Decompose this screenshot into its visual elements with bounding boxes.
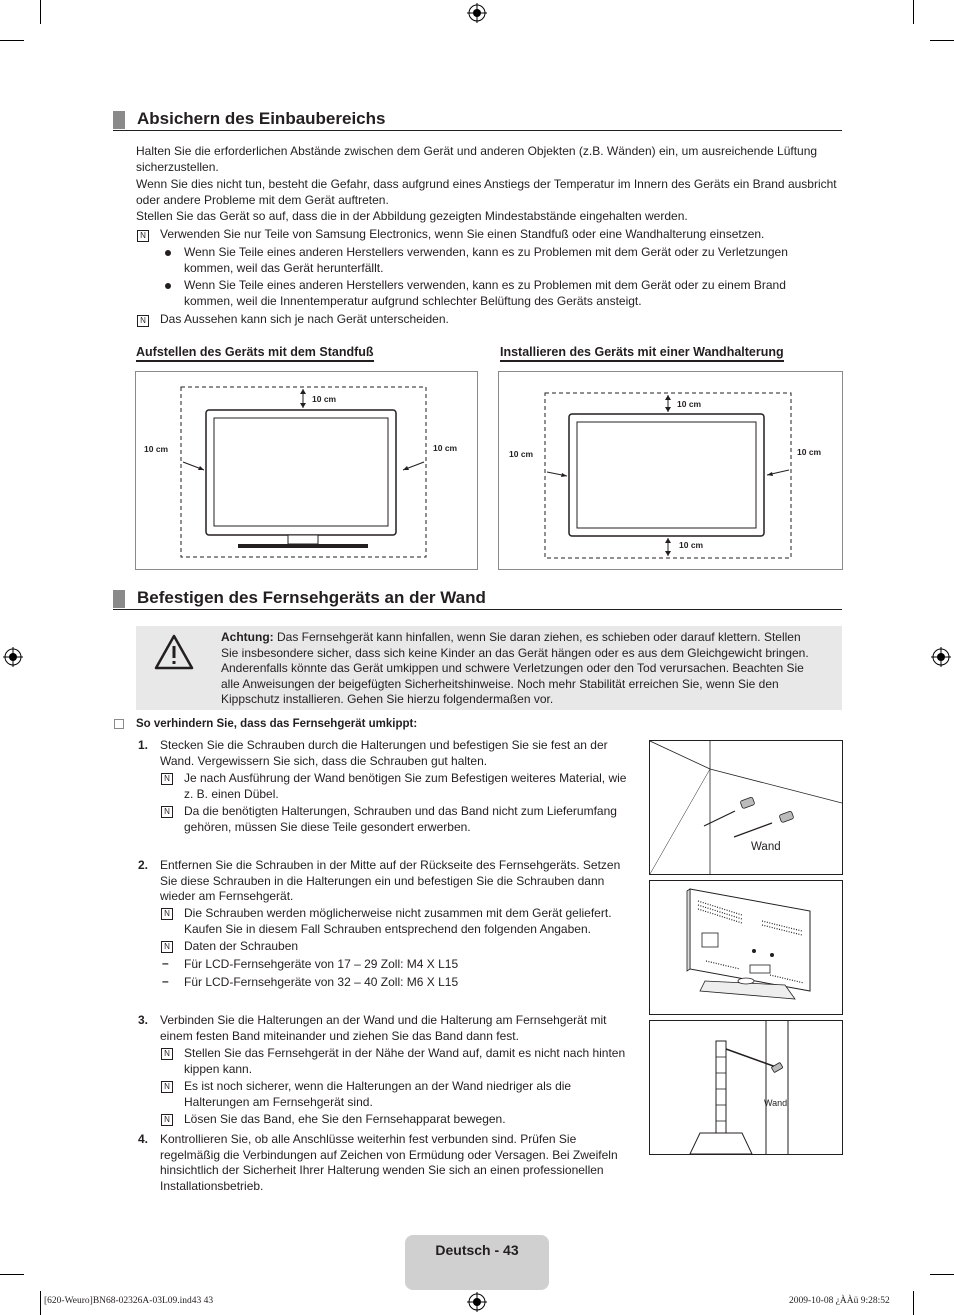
warning-triangle-icon	[154, 634, 194, 670]
warning-body: Das Fernsehgerät kann hinfallen, wenn Sie daran ziehen, es schieben oder darauf klettern. Stellen Sie insbesondere sicher, dass sich keine Kinder an das Gerät hängen oder es aus dem Gleichgewicht bringen. Anderenfalls könnte das Gerät umkippen und schwere Verletzungen oder den Tod verursachen. Beachten Sie alle Anweisungen der beigefügten Sicherheitshinweise. Noch mehr Stabilität erreichen Sie, wenn Sie den Kippschutz installieren. Gehen Sie hierzu folgendermaßen vor.	[221, 630, 809, 706]
section-heading	[113, 589, 842, 610]
note-icon: N	[137, 315, 149, 327]
crop-mark	[930, 1274, 954, 1275]
clearance-label-top: 10 cm	[677, 399, 702, 409]
print-slug-left: [620-Weuro]BN68-02326A-03L09.ind43 43	[44, 1296, 214, 1306]
step-text: Entfernen Sie die Schrauben in der Mitte auf der Rückseite des Fernsehgeräts. Setzen Sie diese Schrauben in die Halterungen ein und befestigen Sie die Schrauben dann wieder am Fernsehgerät.	[160, 858, 621, 903]
note-text: Stellen Sie das Fernsehgerät in der Nähe der Wand auf, damit es nicht nach hinten kippen kann.	[184, 1046, 626, 1076]
note-text: Das Aussehen kann sich je nach Gerät unterscheiden.	[160, 312, 449, 326]
paragraph: Halten Sie die erforderlichen Abstände zwischen dem Gerät und anderen Objekten (z.B. Wänden) ein, um ausreichende Lüftung sicherzustellen.	[136, 144, 818, 174]
figure-wallmount	[498, 371, 843, 570]
heading-bar	[113, 111, 125, 129]
note-icon: N	[161, 1114, 173, 1126]
note-icon: N	[161, 773, 173, 785]
print-slug-right: 2009-10-08 ¿ÀÀü 9:28:52	[789, 1296, 890, 1306]
note-text: Je nach Ausführung der Wand benötigen Sie zum Befestigen weiteres Material, wie z. B. einen Dübel.	[184, 771, 627, 801]
warning-label: Achtung:	[221, 630, 274, 644]
note-text: Die Schrauben werden möglicherweise nicht zusammen mit dem Gerät geliefert. Kaufen Sie in diesem Fall Schrauben entsprechend den folgenden Angaben.	[184, 906, 612, 936]
note-text: Daten der Schrauben	[184, 939, 299, 953]
step-number: 3.	[138, 1013, 149, 1027]
crop-mark	[913, 1291, 914, 1315]
tv-stand-clearance-diagram	[136, 372, 477, 569]
clearance-label-bottom: 10 cm	[679, 540, 704, 550]
section-title: Befestigen des Fernsehgeräts an der Wand	[137, 588, 486, 607]
paragraph: Stellen Sie das Gerät so auf, dass die in der Abbildung gezeigten Mindestabstände eingehalten werden.	[136, 209, 688, 223]
warning-text	[221, 630, 821, 708]
note-icon: N	[161, 941, 173, 953]
registration-mark-icon	[931, 647, 951, 667]
clearance-label-top: 10 cm	[312, 394, 337, 404]
crop-mark	[0, 40, 24, 41]
howto-title: So verhindern Sie, dass das Fernsehgerät umkippt:	[136, 718, 418, 730]
crop-mark	[40, 0, 41, 24]
note-text: Lösen Sie das Band, ehe Sie den Fernsehapparat bewegen.	[184, 1112, 506, 1126]
step-number: 4.	[138, 1132, 149, 1146]
crop-mark	[930, 40, 954, 41]
clearance-label-left: 10 cm	[144, 444, 169, 454]
bullet-text: Wenn Sie Teile eines anderen Herstellers verwenden, kann es zu Problemen mit dem Gerät oder zu einem Brand kommen, weil die Innentemperatur aufgrund schlechter Belüftung des Geräts ansteigt.	[184, 278, 786, 308]
crop-mark	[0, 1274, 24, 1275]
heading-bar	[113, 590, 125, 608]
tv-wallmount-clearance-diagram	[499, 372, 842, 569]
bullet-icon	[165, 283, 171, 289]
wall-label: Wand	[751, 841, 781, 853]
wall-corner-drawing	[650, 741, 842, 874]
note-icon: N	[161, 1081, 173, 1093]
note-text: Es ist noch sicherer, wenn die Halterungen an der Wand niedriger als die Halterungen am Fernsehgerät sind.	[184, 1079, 572, 1109]
figure-stand	[135, 371, 478, 570]
registration-mark-icon	[467, 1292, 487, 1312]
dash-marker: –	[162, 974, 169, 988]
note-icon: N	[161, 1048, 173, 1060]
registration-mark-icon	[467, 3, 487, 23]
note-icon: N	[161, 806, 173, 818]
page-number: Deutsch - 43	[435, 1242, 519, 1258]
step-number: 2.	[138, 858, 149, 872]
clearance-label-left: 10 cm	[509, 449, 534, 459]
step-number: 1.	[138, 738, 149, 752]
step-text: Kontrollieren Sie, ob alle Anschlüsse weiterhin fest verbunden sind. Prüfen Sie regelmäßig die Verbindungen auf Zeichen von Ermüdung oder Versagen. Bei Zweifeln hinsichtlich der Sicherheit Ihrer Halterung wenden Sie sich an einen professionellen Installationsbetrieb.	[160, 1132, 618, 1193]
bullet-icon	[165, 250, 171, 256]
dash-marker: –	[162, 956, 169, 970]
wall-label: Wand	[764, 1098, 788, 1108]
note-text: Verwenden Sie nur Teile von Samsung Electronics, wenn Sie einen Standfuß oder eine Wandhalterung einsetzen.	[160, 227, 765, 241]
dash-text: Für LCD-Fernsehgeräte von 32 – 40 Zoll: M6 X L15	[184, 975, 459, 989]
tv-rear-drawing	[650, 881, 842, 1014]
tv-strap-illustration	[649, 1020, 843, 1155]
tv-rear-illustration	[649, 880, 843, 1015]
warning-box	[136, 626, 842, 710]
note-text: Da die benötigten Halterungen, Schrauben und das Band nicht zum Lieferumfang gehören, müssen Sie diese Teile gesondert erwerben.	[184, 804, 617, 834]
page-number-tab	[405, 1235, 549, 1290]
note-icon: N	[161, 908, 173, 920]
paragraph: Wenn Sie dies nicht tun, besteht die Gefahr, dass aufgrund eines Anstiegs der Temperatur im Innern des Geräts ein Brand ausbricht oder andere Probleme mit dem Gerät auftreten.	[136, 177, 837, 207]
tv-side-strap-drawing	[650, 1021, 842, 1154]
registration-mark-icon	[3, 647, 23, 667]
clearance-label-right: 10 cm	[797, 447, 822, 457]
crop-mark	[913, 0, 914, 24]
figure-title-stand: Aufstellen des Geräts mit dem Standfuß	[136, 345, 374, 362]
step-text: Stecken Sie die Schrauben durch die Halterungen und befestigen Sie sie fest an der Wand. Vergewissern Sie sich, dass die Schrauben gut halten.	[160, 738, 608, 768]
figure-title-wallmount: Installieren des Geräts mit einer Wandhalterung	[500, 345, 784, 362]
bullet-text: Wenn Sie Teile eines anderen Herstellers verwenden, kann es zu Problemen mit dem Gerät oder zu Verletzungen kommen, weil das Gerät herunterfällt.	[184, 245, 788, 275]
square-bullet-icon	[114, 719, 124, 729]
section-title: Absichern des Einbaubereichs	[137, 109, 386, 128]
wall-screws-illustration	[649, 740, 843, 875]
step-text: Verbinden Sie die Halterungen an der Wand und die Halterung am Fernsehgerät mit einem festen Band miteinander und ziehen Sie das Band dann fest.	[160, 1013, 607, 1043]
note-icon: N	[137, 230, 149, 242]
dash-text: Für LCD-Fernsehgeräte von 17 – 29 Zoll: M4 X L15	[184, 957, 459, 971]
crop-mark	[40, 1291, 41, 1315]
clearance-label-right: 10 cm	[433, 443, 458, 453]
section-heading	[113, 110, 842, 131]
